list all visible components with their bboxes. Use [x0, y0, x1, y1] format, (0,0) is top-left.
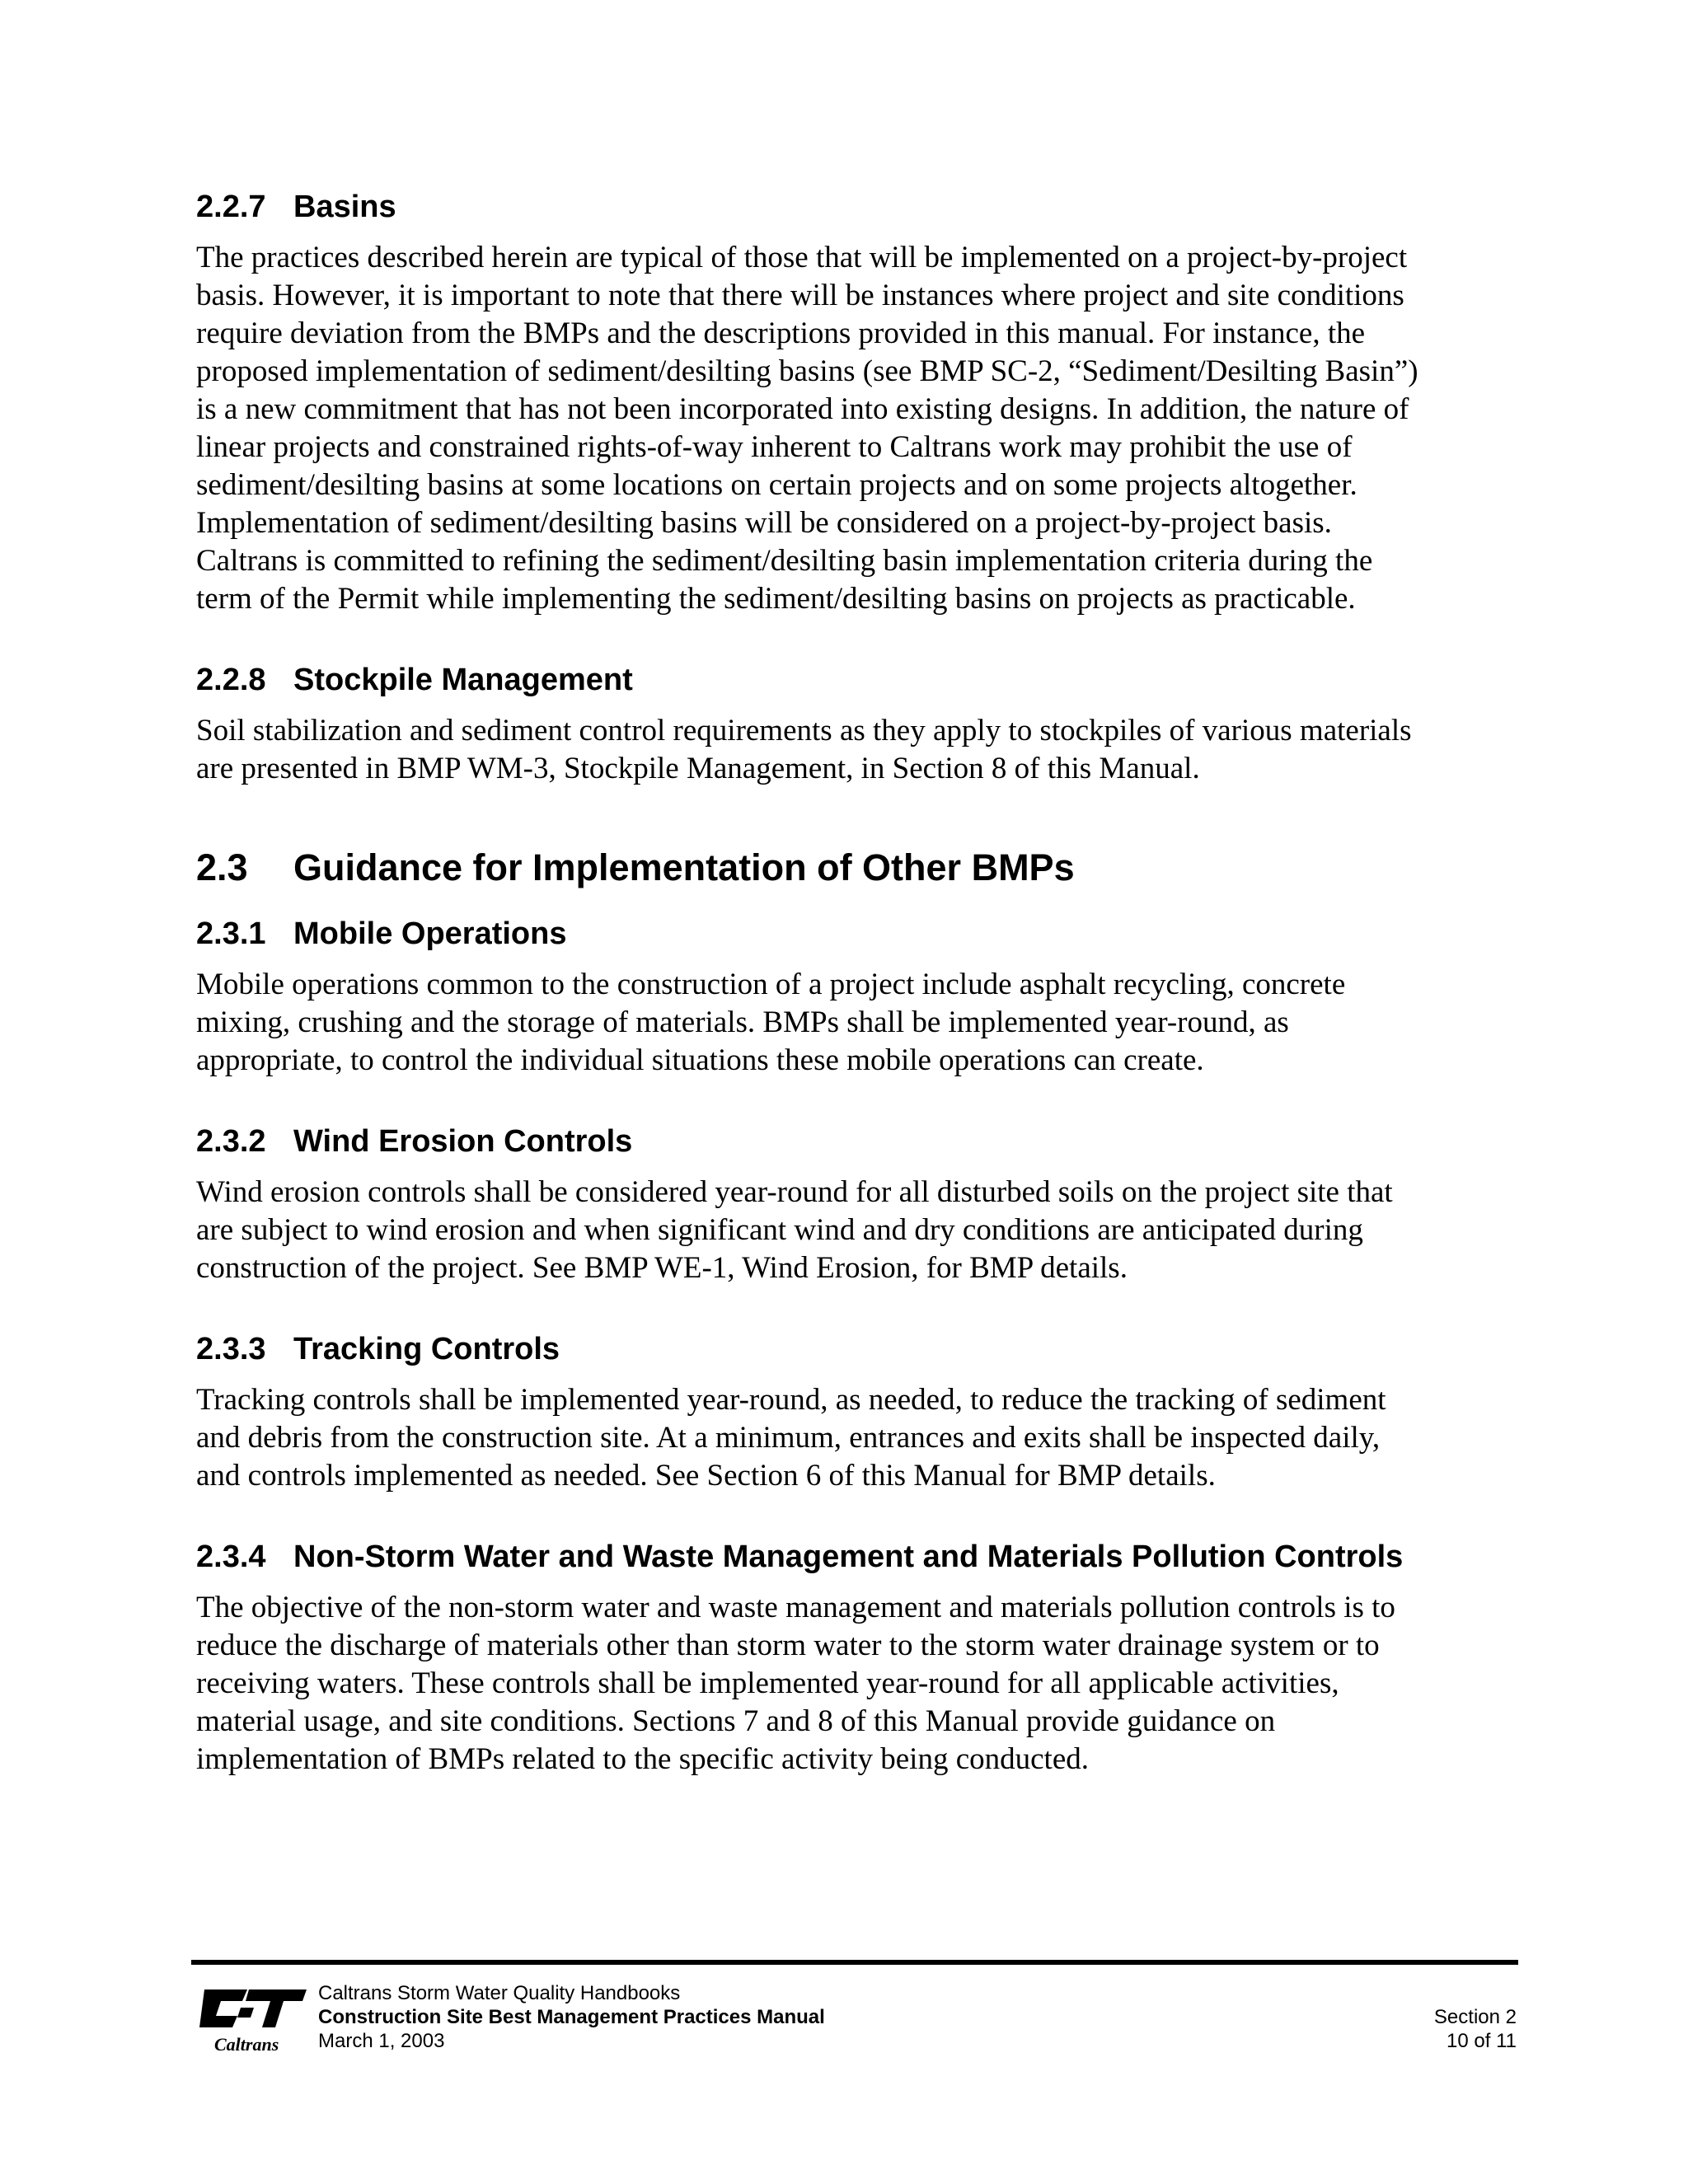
heading-2-3-4	[196, 1538, 1523, 1576]
heading-2-3	[196, 846, 1523, 890]
heading-number: 2.3.4	[196, 1540, 266, 1574]
footer-manual-title: Construction Site Best Management Practices Manual	[318, 2006, 825, 2028]
heading-title: Non-Storm Water and Waste Management and Materials Pollution Controls	[293, 1540, 1404, 1574]
heading-2-3-1	[196, 915, 1523, 953]
caltrans-logo	[196, 1983, 312, 2057]
heading-number: 2.2.8	[196, 663, 266, 697]
page-content	[196, 188, 1523, 1779]
paragraph-basins: The practices described herein are typical of those that will be implemented on a project-by-project basis. However, it is important to note that there will be instances where project and site conditions require deviation from the BMPs and the descriptions provided in this manual. For instance, the proposed implementation of sediment/desilting basins (see BMP SC-2, “Sediment/Desilting Basin”) is a new commitment that has not been incorporated into existing designs. In addition, the nature of linear projects and constrained rights-of-way inherent to Caltrans work may prohibit the use of sediment/desilting basins at some locations on certain projects and on some projects altogether. Implementation of sediment/desilting basins will be considered on a project-by-project basis. Caltrans is committed to refining the sediment/desilting basin implementation criteria during the term of the Permit while implementing the sediment/desilting basins on projects as practicable.	[196, 241, 1418, 616]
paragraph-non-storm-water: The objective of the non-storm water and waste management and materials pollution controls is to reduce the discharge of materials other than storm water to the storm water drainage system or to receiving waters. These controls shall be implemented year-round for all applicable activities, material usage, and site conditions. Sections 7 and 8 of this Manual provide guidance on implementation of BMPs related to the specific activity being conducted.	[196, 1591, 1395, 1776]
heading-title: Stockpile Management	[293, 663, 633, 697]
heading-title: Guidance for Implementation of Other BMPs	[293, 846, 1075, 888]
heading-title: Wind Erosion Controls	[293, 1124, 633, 1159]
paragraph-tracking-controls: Tracking controls shall be implemented year-round, as needed, to reduce the tracking of sediment and debris from the construction site. At a minimum, entrances and exits shall be inspected daily, and controls implemented as needed. See Section 6 of this Manual for BMP details.	[196, 1383, 1386, 1493]
heading-2-3-3	[196, 1330, 1523, 1368]
heading-title: Tracking Controls	[293, 1332, 560, 1366]
footer-date: March 1, 2003	[318, 2030, 445, 2052]
footer-handbook-title: Caltrans Storm Water Quality Handbooks	[318, 1982, 681, 2004]
paragraph-mobile-operations: Mobile operations common to the construction of a project include asphalt recycling, concrete mixing, crushing and the storage of materials. BMPs shall be implemented year-round, as appropriate, to control the individual situations these mobile operations can create.	[196, 968, 1346, 1077]
footer-body	[191, 1965, 1518, 2064]
heading-title: Basins	[293, 190, 396, 224]
heading-number: 2.2.7	[196, 190, 266, 224]
heading-2-2-7	[196, 188, 1523, 226]
heading-title: Mobile Operations	[293, 916, 567, 951]
heading-number: 2.3.3	[196, 1332, 266, 1366]
paragraph-stockpile: Soil stabilization and sediment control requirements as they apply to stockpiles of various materials are presented in BMP WM-3, Stockpile Management, in Section 8 of this Manual.	[196, 714, 1412, 785]
footer-section: Section 2	[1433, 2006, 1517, 2028]
heading-2-3-2	[196, 1122, 1523, 1160]
paragraph-wind-erosion: Wind erosion controls shall be considered year-round for all disturbed soils on the project site that are subject to wind erosion and when significant wind and dry conditions are anticipated during construction of the project. See BMP WE-1, Wind Erosion, for BMP details.	[196, 1175, 1393, 1285]
heading-2-2-8	[196, 661, 1523, 699]
footer-page-info	[1434, 2005, 1517, 2053]
heading-number: 2.3.1	[196, 916, 266, 951]
footer-text	[318, 1981, 825, 2053]
heading-number: 2.3	[196, 846, 248, 888]
heading-number: 2.3.2	[196, 1124, 266, 1159]
logo-wordmark: Caltrans	[214, 2034, 279, 2055]
page-footer	[191, 1960, 1518, 2064]
footer-page-number: 10 of 11	[1447, 2030, 1517, 2052]
